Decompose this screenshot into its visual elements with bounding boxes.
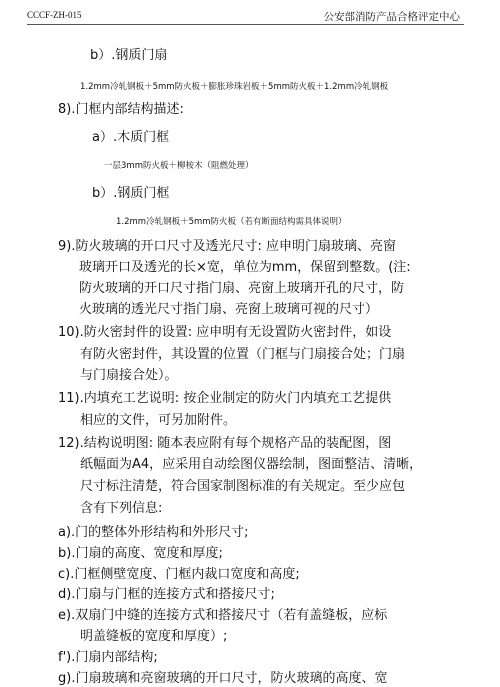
item-11-line-1: 11).内填充工艺说明: 按企业制定的防火门内填充工艺提供 — [58, 391, 392, 407]
item-8-heading: 8).门框内部结构描述: — [58, 102, 184, 117]
list-item-g: g).门扇玻璃和亮窗玻璃的开口尺寸，防火玻璃的高度、宽 — [58, 671, 388, 686]
item-12-line-2: 纸幅面为A4，应采用自动绘图仪器绘制，图面整洁、清晰， — [80, 457, 423, 473]
list-item-a: a).门的整体外形结构和外形尺寸; — [58, 524, 249, 540]
subitem-steel-door-leaf: b）.钢质门扇 — [90, 48, 168, 63]
document-code: CCCF-ZH-015 — [27, 10, 82, 20]
item-9-line-3: 防火玻璃的开口尺寸指门扇、亮窗上玻璃开孔的尺寸，防 — [79, 281, 405, 297]
item-12-line-1: 12).结构说明图: 随本表应附有每个规格产品的装配图，图 — [58, 435, 392, 451]
page-header — [0, 0, 500, 30]
list-item-b: b).门扇的高度、宽度和厚度; — [58, 545, 223, 561]
list-item-d: d).门扇与门框的连接方式和搭接尺寸; — [58, 586, 275, 602]
item-9-line-4: 火玻璃的透光尺寸指门扇、亮窗上玻璃可视的尺寸） — [79, 302, 379, 318]
subitem-steel-frame: b）.钢质门框 — [92, 186, 170, 201]
list-item-f: f').门扇内部结构; — [58, 650, 158, 665]
item-10-line-3: 与门扇接合处）。 — [80, 368, 178, 384]
wooden-frame-structure: 一层3mm防火板＋柳桉木（阻燃处理） — [104, 161, 254, 171]
subitem-wooden-frame: a）.木质门框 — [92, 130, 170, 145]
list-item-e-line-2: 明盖缝板的宽度和厚度）; — [80, 628, 228, 644]
steel-door-leaf-structure: 1.2mm冷轧钢板＋5mm防火板＋膨胀珍珠岩板＋5mm防火板＋1.2mm冷轧钢板 — [80, 82, 389, 92]
item-10-line-1: 10).防火密封件的设置: 应申明有无设置防火密封件，如设 — [58, 324, 392, 340]
item-11-line-2: 相应的文件，可另加附件。 — [80, 412, 237, 428]
list-item-e-line-1: e).双扇门中缝的连接方式和搭接尺寸（若有盖缝板，应标 — [58, 607, 388, 623]
list-item-c: c).门框侧壁宽度、门框内裁口宽度和高度; — [58, 566, 300, 582]
item-10-line-2: 有防火密封件，其设置的位置（门框与门扇接合处；门扇 — [80, 346, 406, 362]
item-9-line-2: 玻璃开口及透光的长×宽，单位为mm，保留到整数。(注: — [79, 260, 411, 275]
header-rule — [27, 24, 464, 25]
item-9-line-1: 9).防火玻璃的开口尺寸及透光尺寸: 应申明门扇玻璃、亮窗 — [58, 239, 396, 254]
item-12-line-4: 含有下列信息: — [80, 501, 163, 517]
item-12-line-3: 尺寸标注清楚，符合国家制图标准的有关规定。至少应包 — [80, 479, 406, 495]
steel-frame-structure: 1.2mm冷轧钢板＋5mm防火板（若有断面结构需具体说明） — [116, 217, 347, 227]
issuing-organization: 公安部消防产品合格评定中心 — [323, 11, 460, 23]
